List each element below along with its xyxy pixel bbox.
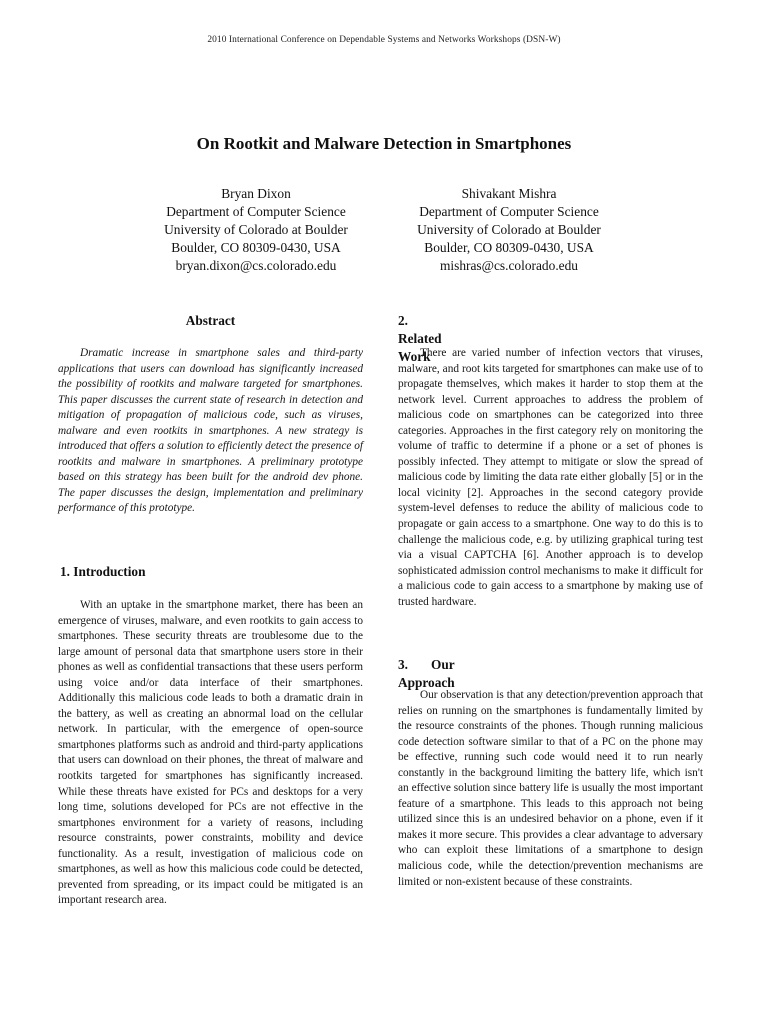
abstract-text: Dramatic increase in smartphone sales and third-party applications that users can download has significantly increased the possibility of rootkits and malware targeted for smartphones. This paper discusses the current state of research in detection and mitigation of propagation of malicious code, such as viruses, malware and even rootkits in smartphones. A new strategy is introduced that offers a solution to efficiently detect the presence of rootkits and malware in smartphones. A preliminary prototype based on this strategy has been built for the android dev phone. The paper discusses the design, implementation and preliminary performance of this prototype. — [58, 347, 363, 515]
author-department: Department of Computer Science — [419, 204, 599, 220]
our-approach-text: Our observation is that any detection/prevention approach that relies on running on the smartphones is fundamentally limited by the resource constraints of the phones. Though running malicious code detection software similar to that of a PC on the phone may be effective, running such code would need it to run nearly constantly in the background limiting the battery life, which isn't an effective solution since battery life is usually the most important feature of a smartphone. This leads to this approach not being utilized since this is an undesired behavior on a phone, even if it makes it more secure. This provides a clear advantage to adversary who can exploit these limitations of a smartphone to design malicious code, while the detection/prevention mechanisms are limited or non-existent because of these constraints. — [398, 689, 703, 888]
author-block-2 — [389, 185, 629, 275]
author-name: Shivakant Mishra — [461, 186, 557, 201]
author-email[interactable]: mishras@cs.colorado.edu — [439, 258, 579, 274]
conference-header: 2010 International Conference on Dependable Systems and Networks Workshops (DSN-W) — [207, 35, 561, 45]
related-work-body — [398, 346, 703, 610]
our-approach-heading: 3. Our Approach — [398, 657, 455, 690]
abstract-heading: Abstract — [185, 313, 236, 328]
introduction-heading: 1. Introduction — [60, 564, 146, 579]
author-block-1 — [136, 185, 376, 275]
introduction-body — [58, 598, 363, 909]
author-university: University of Colorado at Boulder — [164, 222, 348, 238]
our-approach-body — [398, 688, 703, 890]
author-address: Boulder, CO 80309-0430, USA — [171, 240, 341, 256]
introduction-text: With an uptake in the smartphone market, there has been an emergence of viruses, malware, and even rootkits to gain access to smartphones. These security threats are troublesome due to the large amount of personal data that smartphone users store in their phones as well as confidential transactions that these users perform using voice and/or data interface of their smartphones. Additionally this malicious code leads to both a dramatic drain in the battery, as well as creating an abnormal load on the cellular network. In particular, with the emergence of open-source smartphones platforms such as android and third-party applications that users can download on their phones, the threat of malware and rootkits targeted for smartphones has significantly increased. While these threats have existed for PCs and desktops for a very long time, solutions developed for PCs are not effective in the smartphones environment for a variety of reasons, including resource constraints, power constraints, mobility and device functionality. As a result, investigation of malicious code on smartphones, as well as how this malicious code could be detected, prevented from spreading, or its impact could be mitigated is an important research area. — [58, 599, 363, 907]
author-name: Bryan Dixon — [221, 186, 291, 201]
author-email[interactable]: bryan.dixon@cs.colorado.edu — [175, 258, 337, 274]
author-department: Department of Computer Science — [166, 204, 346, 220]
paper-title: On Rootkit and Malware Detection in Smartphones — [196, 134, 572, 153]
related-work-heading: 2. Related Work — [398, 313, 442, 364]
related-work-text: There are varied number of infection vectors that viruses, malware, and root kits targeted for smartphones can make use of to propagate themselves, which makes it harder to stop them at the network level. Current approaches to address the problem of malicious code on smartphones can be categorized into three categories. Approaches in the first category rely on monitoring the volume of traffic to determine if a phone or a set of phones is possibly infected. They attempt to mitigate or slow the spread of malicious code by limiting the data rate either globally [5] or in the local vicinity [2]. Approaches in the second category provide system-level defenses to reduce the ability of malicious code to propagate or gain access to a smartphone. One way to do this is to challenge the malicious code, e.g. by utilizing graphical turing test via a visual CAPTCHA [6]. Another approach is to develop sophisticated admission control mechanisms to make it difficult for a malicious code to gain access to a smartphone by making use of trusted hardware. — [398, 347, 703, 608]
abstract-body — [58, 346, 363, 517]
author-university: University of Colorado at Boulder — [417, 222, 601, 238]
author-address: Boulder, CO 80309-0430, USA — [424, 240, 594, 256]
